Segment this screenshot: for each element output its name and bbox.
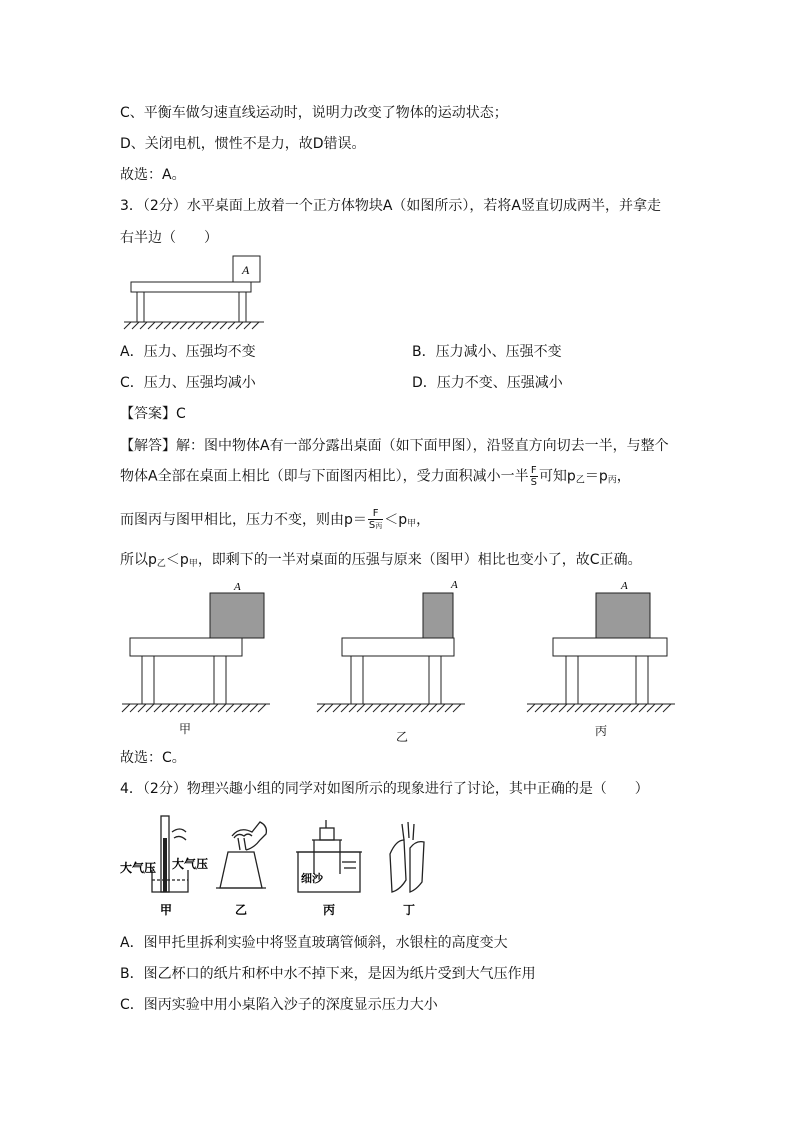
svg-text:A: A [234,581,241,593]
answer-label: 【答案】C [120,406,186,422]
figure-label-yi: 乙 [396,730,409,744]
hatch-mark [365,704,373,712]
hatch-mark [138,704,146,712]
hatch-mark [655,704,663,712]
hatch-mark [325,704,333,712]
figure-label-jia: 甲 [179,722,192,736]
ground-hatch-bing [527,704,671,712]
table-leg-left [137,292,144,322]
hatch-mark [164,322,171,329]
hatch-mark [583,704,591,712]
hatch-mark [220,322,227,329]
q4-option-b: B．图乙杯口的纸片和杯中水不掉下来，是因为纸片受到大气压作用 [120,966,536,982]
hatch-mark [567,704,575,712]
prev-option-c: C、平衡车做匀速直线运动时，说明力改变了物体的运动状态； [120,105,508,121]
solution-line2: 物体A全部在桌面上相比（即与下面图丙相比），受力面积减小一半 $\frac{F}{S}$ 可知$p_乙=p_丙$， [120,465,631,488]
q4-air-right: 大气压 [172,857,209,871]
hatch-mark [180,322,187,329]
ground-hatch-yi [317,704,461,712]
hatch-mark [170,704,178,712]
hatch-mark [663,704,671,712]
solution-line2-text: 物体A全部在桌面上相比（即与下面图丙相比），受力面积减小一半 [120,468,529,485]
q3-option-d: D．压力不变、压强减小 [412,375,563,391]
table-leg-left-bing [566,656,578,704]
hatch-mark [639,704,647,712]
figure-bing [525,580,685,710]
hatch-mark [212,322,219,329]
hatch-mark [234,704,242,712]
table-leg-right-jia [214,656,226,704]
hatch-mark [437,704,445,712]
hatch-mark [341,704,349,712]
q4-air-left: 大气压 [120,861,157,875]
hatch-mark [413,704,421,712]
q4-figure [120,808,440,918]
table-top-yi [342,638,454,656]
hatch-mark [218,704,226,712]
hatch-mark [349,704,357,712]
solution-line4: 所以$p_乙<p_甲$，即剩下的一半对桌面的压强与原来（图甲）相比也变小了，故C正确。 [120,552,642,569]
solution-line1: 【解答】解：图中物体A有一部分露出桌面（如下面甲图），沿竖直方向切去一半，与整个 [120,438,669,454]
prev-answer: 故选：A。 [120,167,186,183]
hatch-mark [551,704,559,712]
hatch-mark [228,322,235,329]
hatch-mark [178,704,186,712]
hatch-mark [317,704,325,712]
q4-label-jia: 甲 [160,903,173,917]
hatch-mark [445,704,453,712]
hatch-mark [162,704,170,712]
hatch-mark [631,704,639,712]
hatch-mark [421,704,429,712]
solution-line3: 而图丙与图甲相比，压力不变，则由p＝ $\frac{F}{\text{S丙}}$ $<p_甲$， [120,508,431,531]
hatch-mark [194,704,202,712]
q4-label-yi: 乙 [235,903,248,917]
hatch-mark [397,704,405,712]
hatch-mark [252,322,259,329]
hatch-mark [559,704,567,712]
q4-sand-label: 细沙 [301,872,323,885]
hatch-mark [154,704,162,712]
hatch-mark [258,704,266,712]
table-top-bing [553,638,667,656]
hatch-mark [599,704,607,712]
q4-label-bing: 丙 [323,903,336,917]
block-a-label: A [242,263,250,277]
q3-option-a: A．压力、压强均不变 [120,344,256,360]
table-leg-right-yi [429,656,441,704]
q4-label-ding: 丁 [403,903,416,917]
table-leg-left-yi [351,656,363,704]
hatch-mark [615,704,623,712]
hatch-mark [226,704,234,712]
hatch-mark [124,322,131,329]
solution-line3-text: 而图丙与图甲相比，压力不变，则由p＝ [120,512,367,528]
hatch-mark [429,704,437,712]
q4-cup [216,822,266,888]
fraction-f-over-s: $\frac{F}{S}$ [530,465,537,488]
hatch-mark [242,704,250,712]
table-leg-left-jia [142,656,154,704]
hatch-mark [543,704,551,712]
hatch-mark [591,704,599,712]
hatch-mark [389,704,397,712]
ground-hatch-jia [122,704,266,712]
table-top [131,282,251,292]
q3-option-b: B．压力减小、压强不变 [412,344,562,360]
hatch-mark [357,704,365,712]
hatch-mark [405,704,413,712]
hatch-mark [122,704,130,712]
table-leg-right-bing [636,656,648,704]
hatch-mark [156,322,163,329]
svg-text:A: A [621,580,628,592]
hatch-mark [527,704,535,712]
hatch-mark [250,704,258,712]
hatch-mark [186,704,194,712]
hatch-mark [236,322,243,329]
hatch-mark [453,704,461,712]
hatch-mark [188,322,195,329]
prev-option-d: D、关闭电机，惯性不是力，故D错误。 [120,136,366,152]
q4-stem: 4．（2分）物理兴趣小组的同学对如图所示的现象进行了讨论，其中正确的是（ ） [120,781,649,797]
hatch-mark [140,322,147,329]
hatch-mark [148,322,155,329]
q3-figure [120,250,270,330]
fraction-f-over-s-bing: $\frac{F}{\text{S丙}}$ [368,508,383,531]
answer-q3: 故选：C。 [120,750,186,766]
q3-option-c: C．压力、压强均减小 [120,375,256,391]
table-top-jia [130,638,242,656]
block-a-yi [423,593,453,638]
hatch-mark [146,704,154,712]
q4-option-c: C．图丙实验中用小桌陷入沙子的深度显示压力大小 [120,997,438,1013]
hatch-mark [607,704,615,712]
hatch-mark [373,704,381,712]
block-a-bing [596,593,650,638]
block-a-jia [210,593,264,638]
hatch-mark [204,322,211,329]
q4-papers [390,822,424,892]
q3-stem-line2: 右半边（ ） [120,230,218,246]
table-leg-right [239,292,246,322]
hatch-mark [244,322,251,329]
hatch-mark [333,704,341,712]
q4-torricelli [152,816,188,892]
hatch-mark [196,322,203,329]
figure-label-bing: 丙 [595,724,608,738]
hatch-mark [381,704,389,712]
q4-option-a: A．图甲托里拆利实验中将竖直玻璃管倾斜，水银柱的高度变大 [120,935,508,951]
hatch-mark [575,704,583,712]
figure-jia [120,580,280,710]
figure-yi [315,580,475,710]
ground-hatch [124,322,264,329]
hatch-mark [647,704,655,712]
hatch-mark [623,704,631,712]
hatch-mark [172,322,179,329]
hatch-mark [130,704,138,712]
hatch-mark [210,704,218,712]
q3-stem-line1: 3．（2分）水平桌面上放着一个正方体物块A（如图所示），若将A竖直切成两半，并拿走 [120,198,661,214]
hatch-mark [535,704,543,712]
hatch-mark [132,322,139,329]
hatch-mark [202,704,210,712]
svg-text:A: A [451,579,458,591]
